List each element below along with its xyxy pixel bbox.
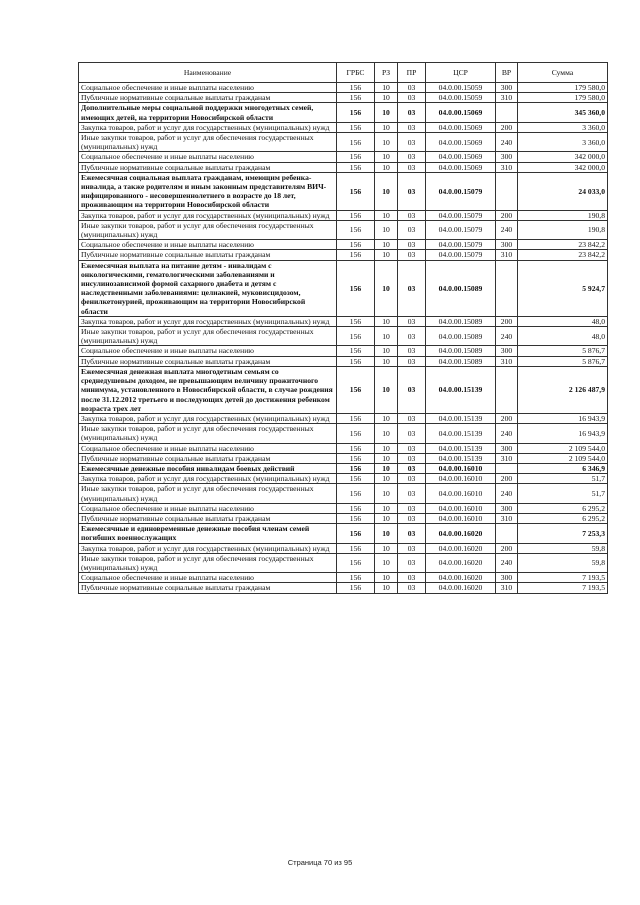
cell-rz: 10 bbox=[375, 424, 398, 443]
cell-vr: 240 bbox=[496, 327, 518, 346]
cell-pr: 03 bbox=[398, 366, 426, 413]
cell-grbs: 156 bbox=[337, 210, 375, 220]
cell-vr: 300 bbox=[496, 503, 518, 513]
cell-vr: 240 bbox=[496, 424, 518, 443]
cell-sum: 6 295,2 bbox=[518, 513, 608, 523]
cell-pr: 03 bbox=[398, 356, 426, 366]
cell-pr: 03 bbox=[398, 573, 426, 583]
table-row bbox=[79, 513, 608, 523]
cell-csr: 04.0.00.15059 bbox=[426, 93, 496, 103]
cell-rz: 10 bbox=[375, 260, 398, 316]
cell-pr: 03 bbox=[398, 513, 426, 523]
cell-name: Социальное обеспечение и иные выплаты населению bbox=[79, 152, 337, 162]
cell-sum: 51,7 bbox=[518, 484, 608, 503]
cell-sum: 179 580,0 bbox=[518, 83, 608, 93]
cell-sum: 16 943,9 bbox=[518, 424, 608, 443]
cell-vr bbox=[496, 260, 518, 316]
cell-rz: 10 bbox=[375, 573, 398, 583]
cell-grbs: 156 bbox=[337, 346, 375, 356]
cell-sum: 23 842,2 bbox=[518, 240, 608, 250]
cell-name: Закупка товаров, работ и услуг для государственных (муниципальных) нужд bbox=[79, 543, 337, 553]
cell-pr: 03 bbox=[398, 103, 426, 122]
cell-grbs: 156 bbox=[337, 133, 375, 152]
column-header-vr: ВР bbox=[496, 63, 518, 83]
cell-grbs: 156 bbox=[337, 316, 375, 326]
cell-name: Ежемесячная выплата на питание детям - инвалидам с онкологическими, гематологическими заболеваниями и инсулинозависимой формой сахарного диабета и детям с наследственными заболеваниями: целиакией, муковисцидозом, фенилкетонурией, проживающим на территории Новосибирской области bbox=[79, 260, 337, 316]
cell-name: Дополнительные меры социальной поддержки многодетных семей, имеющих детей, на территории Новосибирской области bbox=[79, 103, 337, 122]
cell-rz: 10 bbox=[375, 356, 398, 366]
cell-vr: 300 bbox=[496, 152, 518, 162]
cell-vr: 240 bbox=[496, 133, 518, 152]
cell-rz: 10 bbox=[375, 443, 398, 453]
cell-rz: 10 bbox=[375, 513, 398, 523]
table-row bbox=[79, 583, 608, 593]
cell-vr bbox=[496, 103, 518, 122]
cell-csr: 04.0.00.15059 bbox=[426, 83, 496, 93]
cell-sum: 2 109 544,0 bbox=[518, 453, 608, 463]
cell-csr: 04.0.00.15069 bbox=[426, 133, 496, 152]
cell-grbs: 156 bbox=[337, 474, 375, 484]
table-row bbox=[79, 503, 608, 513]
cell-sum: 5 876,7 bbox=[518, 356, 608, 366]
column-header-grbs: ГРБС bbox=[337, 63, 375, 83]
cell-vr: 200 bbox=[496, 316, 518, 326]
column-header-pr: ПР bbox=[398, 63, 426, 83]
cell-pr: 03 bbox=[398, 413, 426, 423]
cell-sum: 6 346,9 bbox=[518, 463, 608, 473]
cell-csr: 04.0.00.16020 bbox=[426, 524, 496, 543]
cell-csr: 04.0.00.16020 bbox=[426, 543, 496, 553]
cell-grbs: 156 bbox=[337, 463, 375, 473]
cell-grbs: 156 bbox=[337, 453, 375, 463]
cell-sum: 59,8 bbox=[518, 543, 608, 553]
cell-name: Публичные нормативные социальные выплаты гражданам bbox=[79, 356, 337, 366]
cell-csr: 04.0.00.15089 bbox=[426, 260, 496, 316]
cell-csr: 04.0.00.15089 bbox=[426, 346, 496, 356]
table-header bbox=[79, 63, 608, 83]
cell-name: Иные закупки товаров, работ и услуг для обеспечения государственных (муниципальных) нужд bbox=[79, 220, 337, 239]
cell-vr: 310 bbox=[496, 93, 518, 103]
cell-pr: 03 bbox=[398, 220, 426, 239]
cell-csr: 04.0.00.15079 bbox=[426, 250, 496, 260]
table-row bbox=[79, 133, 608, 152]
cell-vr bbox=[496, 366, 518, 413]
cell-grbs: 156 bbox=[337, 543, 375, 553]
cell-csr: 04.0.00.16010 bbox=[426, 463, 496, 473]
cell-rz: 10 bbox=[375, 152, 398, 162]
table-row bbox=[79, 453, 608, 463]
cell-grbs: 156 bbox=[337, 83, 375, 93]
table-row bbox=[79, 122, 608, 132]
cell-name: Ежемесячные и единовременные денежные пособия членам семей погибших военнослужащих bbox=[79, 524, 337, 543]
table-row bbox=[79, 543, 608, 553]
cell-sum: 7 193,5 bbox=[518, 583, 608, 593]
cell-rz: 10 bbox=[375, 327, 398, 346]
cell-sum: 3 360,0 bbox=[518, 133, 608, 152]
cell-csr: 04.0.00.16010 bbox=[426, 474, 496, 484]
cell-vr: 200 bbox=[496, 122, 518, 132]
table-row bbox=[79, 443, 608, 453]
cell-name: Иные закупки товаров, работ и услуг для обеспечения государственных (муниципальных) нужд bbox=[79, 553, 337, 572]
cell-rz: 10 bbox=[375, 503, 398, 513]
cell-name: Публичные нормативные социальные выплаты гражданам bbox=[79, 453, 337, 463]
cell-csr: 04.0.00.15139 bbox=[426, 424, 496, 443]
cell-grbs: 156 bbox=[337, 327, 375, 346]
cell-rz: 10 bbox=[375, 463, 398, 473]
cell-sum: 190,8 bbox=[518, 210, 608, 220]
cell-sum: 59,8 bbox=[518, 553, 608, 572]
cell-name: Закупка товаров, работ и услуг для государственных (муниципальных) нужд bbox=[79, 316, 337, 326]
cell-vr bbox=[496, 524, 518, 543]
cell-pr: 03 bbox=[398, 484, 426, 503]
cell-csr: 04.0.00.15079 bbox=[426, 172, 496, 210]
cell-grbs: 156 bbox=[337, 553, 375, 572]
cell-csr: 04.0.00.16010 bbox=[426, 513, 496, 523]
cell-grbs: 156 bbox=[337, 443, 375, 453]
cell-name: Социальное обеспечение и иные выплаты населению bbox=[79, 346, 337, 356]
cell-grbs: 156 bbox=[337, 424, 375, 443]
cell-pr: 03 bbox=[398, 83, 426, 93]
cell-rz: 10 bbox=[375, 162, 398, 172]
cell-sum: 345 360,0 bbox=[518, 103, 608, 122]
column-header-rz: РЗ bbox=[375, 63, 398, 83]
table-row bbox=[79, 346, 608, 356]
cell-sum: 48,0 bbox=[518, 316, 608, 326]
cell-grbs: 156 bbox=[337, 413, 375, 423]
cell-grbs: 156 bbox=[337, 503, 375, 513]
cell-name: Публичные нормативные социальные выплаты гражданам bbox=[79, 583, 337, 593]
budget-table bbox=[78, 62, 608, 594]
cell-vr: 240 bbox=[496, 553, 518, 572]
cell-pr: 03 bbox=[398, 443, 426, 453]
cell-sum: 179 580,0 bbox=[518, 93, 608, 103]
cell-pr: 03 bbox=[398, 152, 426, 162]
cell-rz: 10 bbox=[375, 250, 398, 260]
column-header-name: Наименование bbox=[79, 63, 337, 83]
table-row bbox=[79, 484, 608, 503]
table-row bbox=[79, 463, 608, 473]
table-row bbox=[79, 220, 608, 239]
cell-name: Закупка товаров, работ и услуг для государственных (муниципальных) нужд bbox=[79, 474, 337, 484]
cell-grbs: 156 bbox=[337, 260, 375, 316]
cell-name: Публичные нормативные социальные выплаты гражданам bbox=[79, 513, 337, 523]
cell-name: Закупка товаров, работ и услуг для государственных (муниципальных) нужд bbox=[79, 210, 337, 220]
cell-csr: 04.0.00.15069 bbox=[426, 122, 496, 132]
table-row bbox=[79, 83, 608, 93]
cell-rz: 10 bbox=[375, 366, 398, 413]
cell-pr: 03 bbox=[398, 503, 426, 513]
cell-csr: 04.0.00.15139 bbox=[426, 413, 496, 423]
cell-csr: 04.0.00.16020 bbox=[426, 573, 496, 583]
cell-pr: 03 bbox=[398, 453, 426, 463]
cell-name: Ежемесячные денежные пособия инвалидам боевых действий bbox=[79, 463, 337, 473]
cell-csr: 04.0.00.15069 bbox=[426, 162, 496, 172]
cell-sum: 5 876,7 bbox=[518, 346, 608, 356]
cell-pr: 03 bbox=[398, 346, 426, 356]
cell-grbs: 156 bbox=[337, 513, 375, 523]
table-body bbox=[79, 83, 608, 594]
cell-grbs: 156 bbox=[337, 250, 375, 260]
cell-vr: 240 bbox=[496, 220, 518, 239]
cell-sum: 190,8 bbox=[518, 220, 608, 239]
cell-grbs: 156 bbox=[337, 484, 375, 503]
cell-grbs: 156 bbox=[337, 93, 375, 103]
cell-csr: 04.0.00.15069 bbox=[426, 152, 496, 162]
cell-vr: 310 bbox=[496, 583, 518, 593]
column-header-sum: Сумма bbox=[518, 63, 608, 83]
cell-grbs: 156 bbox=[337, 152, 375, 162]
cell-vr: 300 bbox=[496, 573, 518, 583]
cell-grbs: 156 bbox=[337, 122, 375, 132]
table-row bbox=[79, 152, 608, 162]
cell-pr: 03 bbox=[398, 543, 426, 553]
cell-grbs: 156 bbox=[337, 240, 375, 250]
cell-grbs: 156 bbox=[337, 172, 375, 210]
table-row bbox=[79, 366, 608, 413]
table-row bbox=[79, 260, 608, 316]
cell-vr bbox=[496, 172, 518, 210]
cell-rz: 10 bbox=[375, 484, 398, 503]
cell-pr: 03 bbox=[398, 133, 426, 152]
table-row bbox=[79, 210, 608, 220]
cell-csr: 04.0.00.16020 bbox=[426, 553, 496, 572]
cell-name: Социальное обеспечение и иные выплаты населению bbox=[79, 573, 337, 583]
cell-csr: 04.0.00.15139 bbox=[426, 366, 496, 413]
cell-name: Публичные нормативные социальные выплаты гражданам bbox=[79, 162, 337, 172]
cell-csr: 04.0.00.15069 bbox=[426, 103, 496, 122]
table-row bbox=[79, 240, 608, 250]
cell-name: Социальное обеспечение и иные выплаты населению bbox=[79, 503, 337, 513]
cell-vr: 310 bbox=[496, 250, 518, 260]
table-row bbox=[79, 573, 608, 583]
cell-name: Ежемесячная денежная выплата многодетным семьям со среднедушевым доходом, не превышающим величину прожиточного минимума, установленного в Новосибирской области, в случае рождения после 31.12.2012 третьего и последующих детей до достижения ребенком возраста трех лет bbox=[79, 366, 337, 413]
cell-pr: 03 bbox=[398, 122, 426, 132]
cell-csr: 04.0.00.15089 bbox=[426, 327, 496, 346]
cell-rz: 10 bbox=[375, 93, 398, 103]
table-row bbox=[79, 424, 608, 443]
cell-grbs: 156 bbox=[337, 524, 375, 543]
cell-name: Социальное обеспечение и иные выплаты населению bbox=[79, 83, 337, 93]
table-row bbox=[79, 553, 608, 572]
table-row bbox=[79, 356, 608, 366]
cell-sum: 3 360,0 bbox=[518, 122, 608, 132]
cell-rz: 10 bbox=[375, 524, 398, 543]
cell-sum: 342 000,0 bbox=[518, 152, 608, 162]
cell-rz: 10 bbox=[375, 316, 398, 326]
cell-pr: 03 bbox=[398, 260, 426, 316]
table-row bbox=[79, 172, 608, 210]
cell-rz: 10 bbox=[375, 83, 398, 93]
cell-pr: 03 bbox=[398, 316, 426, 326]
cell-vr: 200 bbox=[496, 210, 518, 220]
table-row bbox=[79, 162, 608, 172]
cell-vr: 300 bbox=[496, 443, 518, 453]
cell-grbs: 156 bbox=[337, 220, 375, 239]
cell-csr: 04.0.00.15139 bbox=[426, 443, 496, 453]
cell-vr: 200 bbox=[496, 543, 518, 553]
cell-vr: 200 bbox=[496, 474, 518, 484]
cell-pr: 03 bbox=[398, 162, 426, 172]
cell-csr: 04.0.00.16010 bbox=[426, 484, 496, 503]
cell-vr: 310 bbox=[496, 513, 518, 523]
cell-name: Закупка товаров, работ и услуг для государственных (муниципальных) нужд bbox=[79, 413, 337, 423]
cell-rz: 10 bbox=[375, 220, 398, 239]
cell-name: Публичные нормативные социальные выплаты гражданам bbox=[79, 250, 337, 260]
cell-name: Публичные нормативные социальные выплаты гражданам bbox=[79, 93, 337, 103]
cell-vr: 310 bbox=[496, 356, 518, 366]
cell-rz: 10 bbox=[375, 453, 398, 463]
cell-rz: 10 bbox=[375, 553, 398, 572]
cell-name: Иные закупки товаров, работ и услуг для обеспечения государственных (муниципальных) нужд bbox=[79, 424, 337, 443]
cell-name: Социальное обеспечение и иные выплаты населению bbox=[79, 240, 337, 250]
cell-csr: 04.0.00.15079 bbox=[426, 220, 496, 239]
column-header-csr: ЦСР bbox=[426, 63, 496, 83]
cell-rz: 10 bbox=[375, 413, 398, 423]
header-row bbox=[79, 63, 608, 83]
cell-vr: 300 bbox=[496, 83, 518, 93]
cell-vr: 240 bbox=[496, 484, 518, 503]
cell-rz: 10 bbox=[375, 122, 398, 132]
table-row bbox=[79, 327, 608, 346]
cell-sum: 5 924,7 bbox=[518, 260, 608, 316]
table-row bbox=[79, 103, 608, 122]
cell-sum: 2 109 544,0 bbox=[518, 443, 608, 453]
cell-pr: 03 bbox=[398, 240, 426, 250]
cell-vr bbox=[496, 463, 518, 473]
cell-sum: 7 193,5 bbox=[518, 573, 608, 583]
table-row bbox=[79, 524, 608, 543]
cell-csr: 04.0.00.16010 bbox=[426, 503, 496, 513]
cell-csr: 04.0.00.15079 bbox=[426, 210, 496, 220]
table-row bbox=[79, 316, 608, 326]
cell-grbs: 156 bbox=[337, 162, 375, 172]
cell-csr: 04.0.00.15089 bbox=[426, 316, 496, 326]
table-row bbox=[79, 93, 608, 103]
cell-rz: 10 bbox=[375, 543, 398, 553]
cell-rz: 10 bbox=[375, 210, 398, 220]
cell-rz: 10 bbox=[375, 133, 398, 152]
cell-name: Иные закупки товаров, работ и услуг для обеспечения государственных (муниципальных) нужд bbox=[79, 484, 337, 503]
cell-rz: 10 bbox=[375, 583, 398, 593]
cell-grbs: 156 bbox=[337, 583, 375, 593]
cell-pr: 03 bbox=[398, 93, 426, 103]
cell-pr: 03 bbox=[398, 172, 426, 210]
cell-csr: 04.0.00.16020 bbox=[426, 583, 496, 593]
cell-name: Иные закупки товаров, работ и услуг для обеспечения государственных (муниципальных) нужд bbox=[79, 133, 337, 152]
cell-pr: 03 bbox=[398, 463, 426, 473]
cell-csr: 04.0.00.15089 bbox=[426, 356, 496, 366]
cell-rz: 10 bbox=[375, 346, 398, 356]
cell-name: Закупка товаров, работ и услуг для государственных (муниципальных) нужд bbox=[79, 122, 337, 132]
cell-name: Ежемесячная социальная выплата гражданам, имеющим ребенка-инвалида, а также родителям и иным законным представителям ВИЧ-инфицированного - несовершеннолетнего в возрасте до 18 лет, проживающим на территории Новосибирской области bbox=[79, 172, 337, 210]
table-row bbox=[79, 250, 608, 260]
cell-rz: 10 bbox=[375, 172, 398, 210]
cell-sum: 6 295,2 bbox=[518, 503, 608, 513]
cell-csr: 04.0.00.15139 bbox=[426, 453, 496, 463]
cell-sum: 2 126 487,9 bbox=[518, 366, 608, 413]
cell-sum: 7 253,3 bbox=[518, 524, 608, 543]
cell-rz: 10 bbox=[375, 103, 398, 122]
cell-vr: 300 bbox=[496, 240, 518, 250]
table-row bbox=[79, 413, 608, 423]
cell-vr: 310 bbox=[496, 453, 518, 463]
cell-sum: 51,7 bbox=[518, 474, 608, 484]
cell-grbs: 156 bbox=[337, 356, 375, 366]
cell-pr: 03 bbox=[398, 250, 426, 260]
cell-vr: 310 bbox=[496, 162, 518, 172]
cell-pr: 03 bbox=[398, 524, 426, 543]
cell-sum: 48,0 bbox=[518, 327, 608, 346]
cell-pr: 03 bbox=[398, 583, 426, 593]
page-number: Страница 70 из 95 bbox=[287, 858, 353, 867]
cell-csr: 04.0.00.15079 bbox=[426, 240, 496, 250]
cell-name: Социальное обеспечение и иные выплаты населению bbox=[79, 443, 337, 453]
cell-sum: 342 000,0 bbox=[518, 162, 608, 172]
cell-grbs: 156 bbox=[337, 573, 375, 583]
cell-sum: 24 033,0 bbox=[518, 172, 608, 210]
cell-pr: 03 bbox=[398, 210, 426, 220]
cell-sum: 16 943,9 bbox=[518, 413, 608, 423]
cell-grbs: 156 bbox=[337, 366, 375, 413]
cell-grbs: 156 bbox=[337, 103, 375, 122]
cell-sum: 23 842,2 bbox=[518, 250, 608, 260]
cell-pr: 03 bbox=[398, 553, 426, 572]
cell-vr: 300 bbox=[496, 346, 518, 356]
cell-vr: 200 bbox=[496, 413, 518, 423]
table-row bbox=[79, 474, 608, 484]
cell-pr: 03 bbox=[398, 474, 426, 484]
cell-pr: 03 bbox=[398, 424, 426, 443]
cell-rz: 10 bbox=[375, 240, 398, 250]
cell-pr: 03 bbox=[398, 327, 426, 346]
cell-name: Иные закупки товаров, работ и услуг для обеспечения государственных (муниципальных) нужд bbox=[79, 327, 337, 346]
cell-rz: 10 bbox=[375, 474, 398, 484]
